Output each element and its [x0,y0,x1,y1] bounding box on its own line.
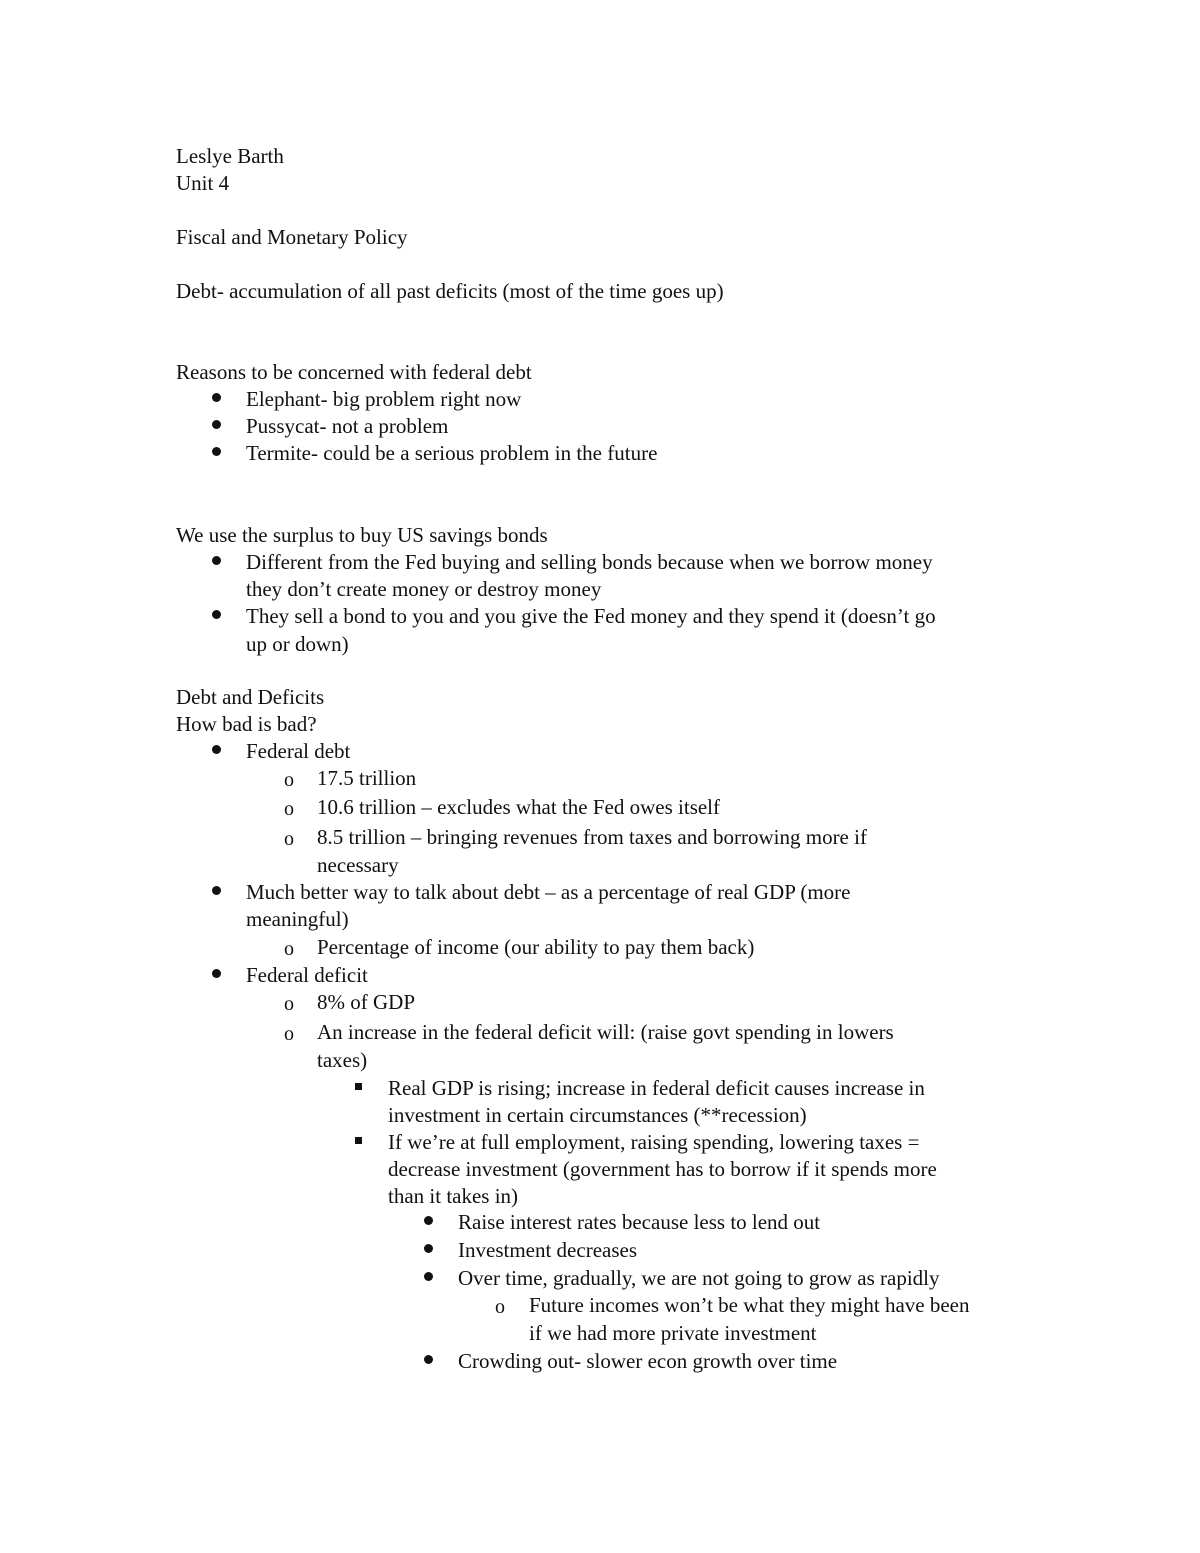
bullet-icon [212,420,221,429]
sub-list-item-continuation: taxes) [317,1048,368,1072]
square-bullet-icon [355,1083,362,1090]
circle-bullet-icon: o [284,993,294,1015]
sub-list-item: 10.6 trillion – excludes what the Fed owes itself [317,795,721,819]
circle-bullet-icon: o [284,828,294,850]
bullet-icon [212,556,221,565]
sub-sub-list-item-continuation: than it takes in) [388,1184,519,1208]
author-name: Leslye Barth [176,144,284,168]
document-title: Fiscal and Monetary Policy [176,225,408,249]
list-item-continuation: up or down) [246,632,349,656]
bullet-icon [212,969,221,978]
list-item: Termite- could be a serious problem in the future [246,441,658,465]
sub-list-item: 17.5 trillion [317,766,417,790]
deficits-heading: Debt and Deficits [176,685,325,709]
concerns-heading: Reasons to be concerned with federal debt [176,360,532,384]
bullet-icon [424,1244,433,1253]
bullet-icon [424,1272,433,1281]
bullet-icon [212,745,221,754]
list-item: Different from the Fed buying and selling bonds because when we borrow money [246,550,933,574]
sub-sub-list-item-continuation: decrease investment (government has to borrow if it spends more [388,1157,937,1181]
debt-definition: Debt- accumulation of all past deficits (most of the time goes up) [176,279,724,303]
sub-sub-list-item: Real GDP is rising; increase in federal deficit causes increase in [388,1076,925,1100]
list-item-continuation: they don’t create money or destroy money [246,577,602,601]
square-bullet-icon [355,1137,362,1144]
circle-bullet-icon: o [495,1296,505,1318]
bullet-icon [212,393,221,402]
list-item: Much better way to talk about debt – as a percentage of real GDP (more [246,880,851,904]
sub-list-item: An increase in the federal deficit will: (raise govt spending in lowers [317,1020,894,1044]
sub-sub-list-item: If we’re at full employment, raising spending, lowering taxes = [388,1130,920,1154]
circle-bullet-icon: o [284,798,294,820]
list-item: Pussycat- not a problem [246,414,449,438]
circle-bullet-icon: o [284,1023,294,1045]
bullet-icon [212,447,221,456]
level4-list-item: Over time, gradually, we are not going to grow as rapidly [458,1266,940,1290]
level4-list-item: Investment decreases [458,1238,638,1262]
circle-bullet-icon: o [284,938,294,960]
level4-list-item: Raise interest rates because less to lend out [458,1210,821,1234]
surplus-heading: We use the surplus to buy US savings bonds [176,523,548,547]
list-item: Elephant- big problem right now [246,387,522,411]
circle-bullet-icon: o [284,769,294,791]
unit-label: Unit 4 [176,171,230,195]
list-item: Federal deficit [246,963,368,987]
level4-list-item: Crowding out- slower econ growth over time [458,1349,838,1373]
sub-list-item: 8% of GDP [317,990,415,1014]
list-item: They sell a bond to you and you give the Fed money and they spend it (doesn’t go [246,604,936,628]
level5-list-item: Future incomes won’t be what they might have been [529,1293,970,1317]
sub-list-item: Percentage of income (our ability to pay them back) [317,935,755,959]
level5-list-item-continuation: if we had more private investment [529,1321,817,1345]
sub-list-item-continuation: necessary [317,853,399,877]
sub-list-item: 8.5 trillion – bringing revenues from taxes and borrowing more if [317,825,867,849]
deficits-subheading: How bad is bad? [176,712,317,736]
bullet-icon [424,1355,433,1364]
list-item-continuation: meaningful) [246,907,349,931]
bullet-icon [212,610,221,619]
list-item: Federal debt [246,739,351,763]
sub-sub-list-item-continuation: investment in certain circumstances (**recession) [388,1103,807,1127]
bullet-icon [212,886,221,895]
bullet-icon [424,1216,433,1225]
